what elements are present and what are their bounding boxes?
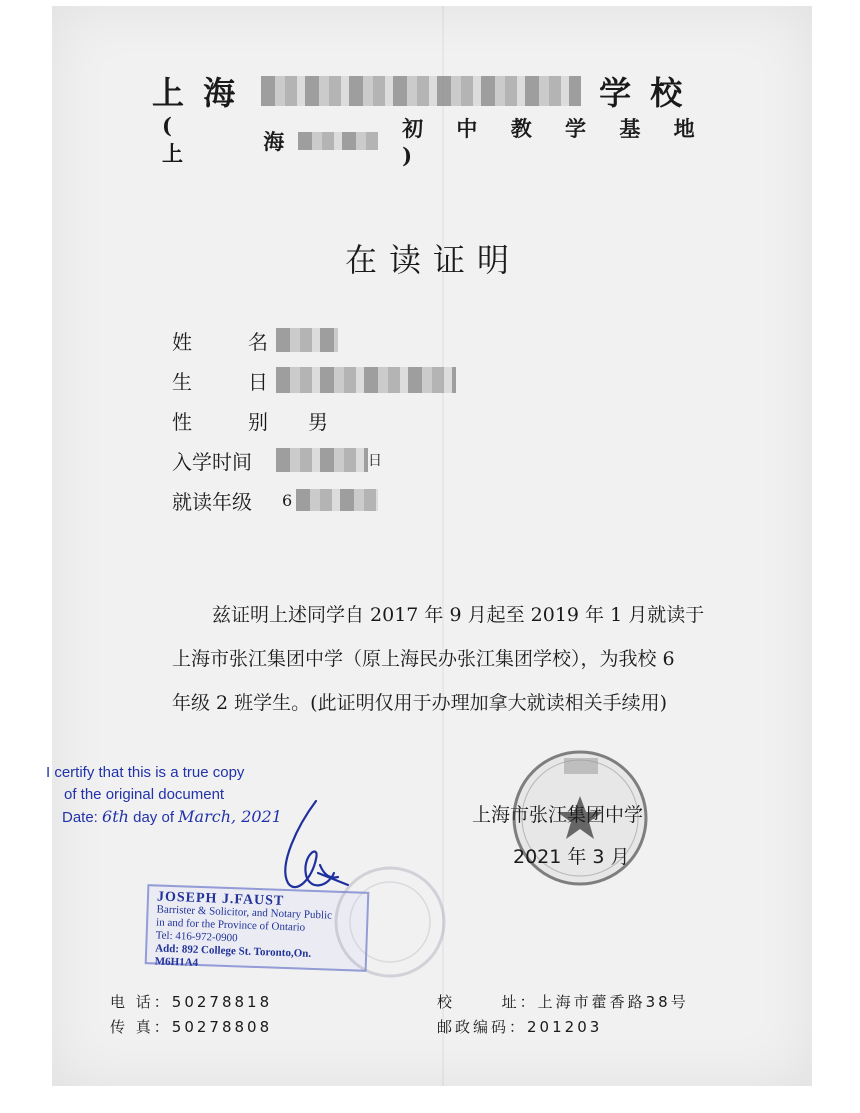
school-subtitle-open: ( 上 (162, 113, 203, 166)
school-subtitle (162, 113, 702, 168)
field-birthday-label (172, 366, 268, 395)
footer-address-value: 上海市藿香路38号 (537, 993, 689, 1011)
redacted-grade (296, 489, 378, 511)
footer-contact (110, 990, 272, 1040)
issuer-name: 上海市张江集团中学 (472, 804, 644, 826)
field-grade-head: 6 (282, 490, 293, 510)
field-name-value (282, 328, 338, 352)
footer-postcode-value: 201203 (527, 1018, 603, 1036)
field-gender-label (172, 406, 268, 435)
issue-date: 2021 年 3 月 (513, 846, 630, 868)
cert-line-2: of the original document (64, 786, 225, 803)
cert-date-month: March (178, 807, 232, 826)
cert-date-prefix: Date: (62, 809, 98, 826)
school-subtitle-part-a: 海 (263, 128, 287, 154)
footer-fax-value: 50278808 (171, 1018, 273, 1036)
notary-line-3: Tel: 416-972-0900 (155, 929, 238, 945)
student-fields (172, 320, 456, 520)
field-enrollment (172, 440, 456, 480)
field-enrollment-label: 入学时间 (172, 449, 252, 474)
field-grade (172, 480, 456, 520)
field-enrollment-tail: 日 (368, 453, 382, 469)
redacted-enrollment-date (276, 448, 368, 472)
cert-date-mid: day of (133, 809, 174, 826)
field-gender-label-char2: 别 (248, 409, 268, 434)
document-title: 在读证明 (345, 241, 522, 279)
field-name-label (172, 326, 268, 355)
body-line-3: 年级 2 班学生。(此证明仅用于办理加拿大就读相关手续用) (172, 692, 667, 714)
footer-address-label: 校 址： (437, 993, 538, 1011)
field-enrollment-value (282, 448, 382, 472)
body-line-2: 上海市张江集团中学（原上海民办张江集团学校），为我校 6 (172, 648, 675, 670)
field-birthday-label-char1: 生 (172, 369, 192, 394)
field-grade-value (282, 489, 378, 511)
notary-seal-icon (330, 862, 450, 982)
redacted-student-name (276, 328, 338, 352)
field-birthday-label-char2: 日 (248, 369, 268, 394)
field-gender (172, 400, 456, 440)
redacted-subtitle (298, 132, 378, 150)
cert-date-year: , 2021 (231, 807, 282, 826)
footer-address (437, 990, 689, 1040)
certificate-body (172, 593, 732, 725)
footer-phone-value: 50278818 (171, 993, 273, 1011)
notary-certification (46, 762, 282, 829)
field-gender-value: 男 (308, 409, 328, 434)
cert-date-line (46, 806, 282, 829)
school-name (152, 68, 712, 114)
notary-line-2: in and for the Province of Ontario (155, 916, 306, 934)
field-birthday-value (282, 367, 456, 393)
field-birthday (172, 360, 456, 400)
redacted-school-name (261, 76, 581, 106)
school-subtitle-part-b: 初 中 教 学 基 地 ) (402, 116, 697, 168)
cert-date-day: 6th (102, 807, 129, 826)
footer-fax-label: 传 真： (110, 1018, 172, 1036)
field-name (172, 320, 456, 360)
footer-phone-label: 电 话： (110, 993, 172, 1011)
redacted-birthday (276, 367, 456, 393)
body-line-1: 兹证明上述同学自 2017 年 9 月起至 2019 年 1 月就读于 (212, 604, 705, 626)
notary-name: JOSEPH J.FAUST (156, 889, 285, 909)
footer-fax (110, 1015, 272, 1040)
footer-phone (110, 990, 272, 1015)
field-name-label-char2: 名 (248, 329, 268, 354)
field-name-label-char1: 姓 (172, 329, 192, 354)
footer-school-address (437, 990, 689, 1015)
footer-postcode-label: 邮政编码： (437, 1018, 528, 1036)
footer-postcode (437, 1015, 689, 1040)
notary-line-4: Add: 892 College St. Toronto,On. M6H1A4 (154, 942, 312, 969)
field-gender-label-char1: 性 (172, 409, 192, 434)
school-name-suffix: 学 校 (599, 74, 687, 112)
cert-line-1: I certify that this is a true copy (46, 764, 245, 781)
notary-line-1: Barrister & Solicitor, and Notary Public (156, 903, 333, 922)
school-name-prefix: 上 海 (152, 74, 240, 112)
field-grade-label: 就读年级 (172, 489, 252, 514)
